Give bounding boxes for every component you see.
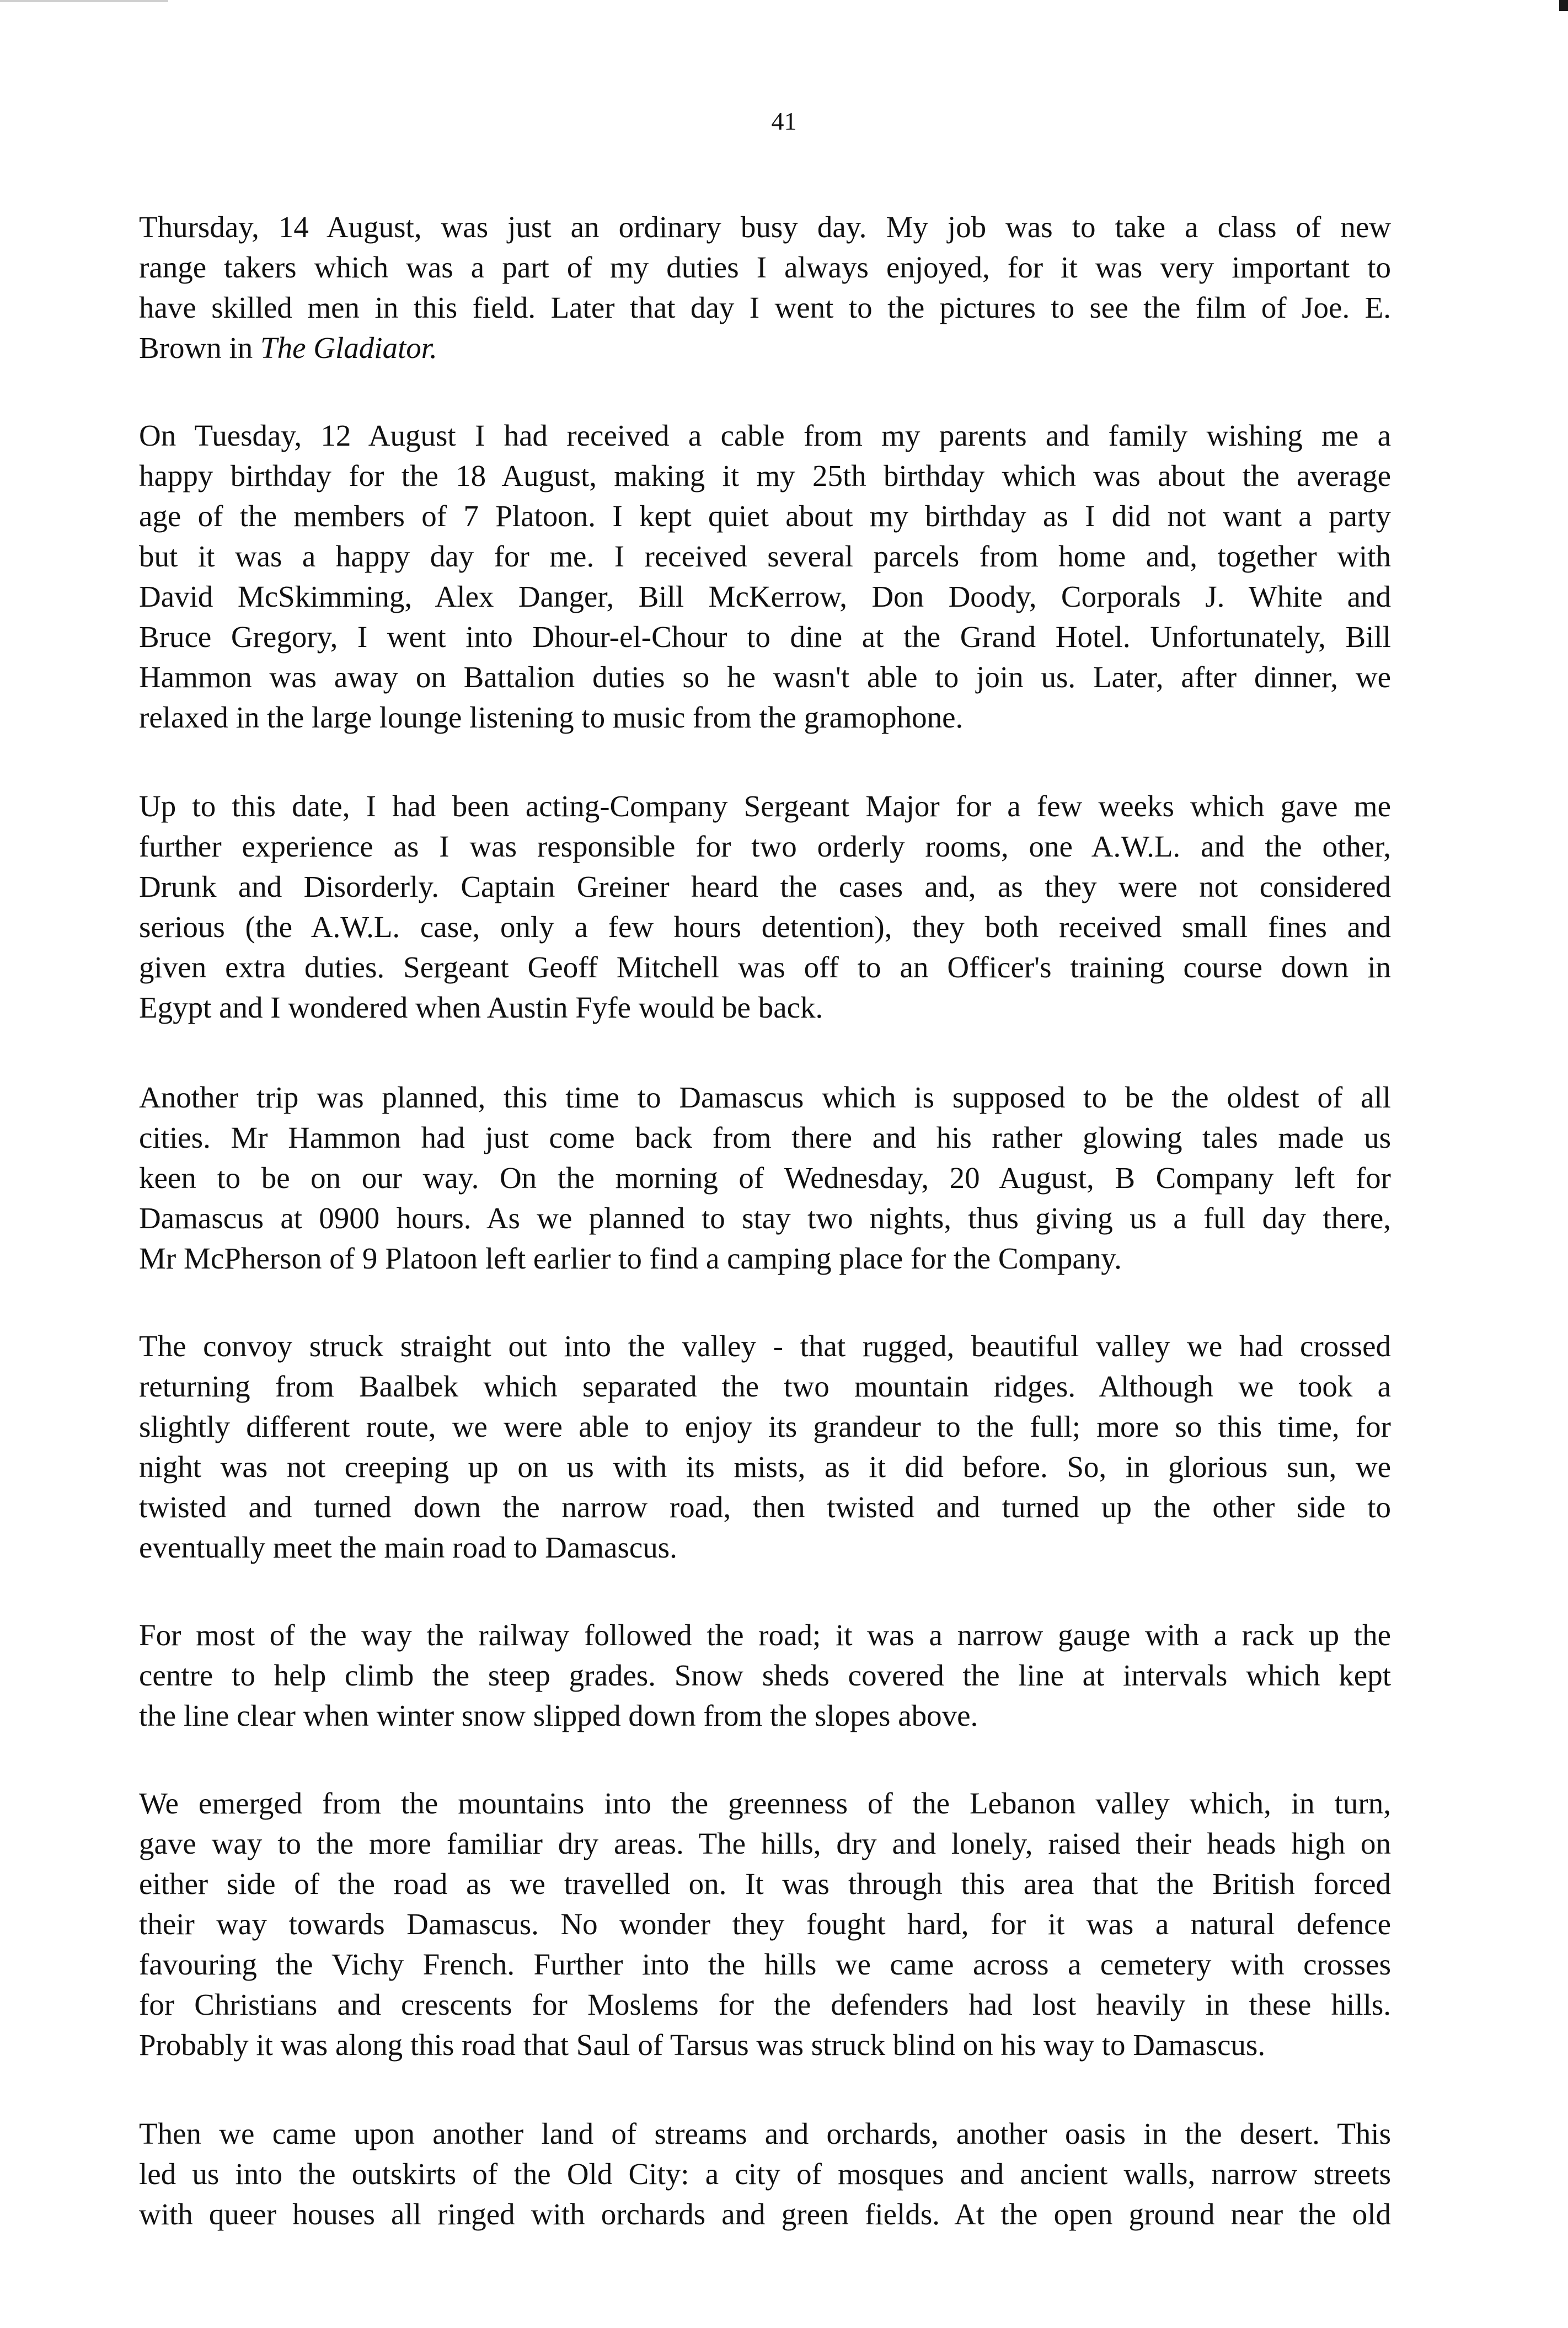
text-line: happy birthday for the 18 August, making it my 25th birthday which was about the average xyxy=(139,459,1391,493)
scan-edge-line xyxy=(0,0,168,2)
text-line: favouring the Vichy French. Further into the hills we came across a cemetery with crosses xyxy=(139,1947,1391,1981)
text-line: serious (the A.W.L. case, only a few hours detention), they both received small fines and xyxy=(139,910,1391,944)
paragraph-8 xyxy=(139,2113,1391,2234)
text-line: David McSkimming, Alex Danger, Bill McKerrow, Don Doody, Corporals J. White and xyxy=(139,580,1391,613)
text-line: Then we came upon another land of streams and orchards, another oasis in the desert. This xyxy=(139,2117,1391,2150)
text-line: Mr McPherson of 9 Platoon left earlier to find a camping place for the Company. xyxy=(139,1241,1122,1275)
text-line: the line clear when winter snow slipped down from the slopes above. xyxy=(139,1699,978,1732)
text-line: Another trip was planned, this time to Damascus which is supposed to be the oldest of all xyxy=(139,1080,1391,1114)
text-line: range takers which was a part of my duties I always enjoyed, for it was very important to xyxy=(139,250,1391,284)
text-line: Hammon was away on Battalion duties so he wasn't able to join us. Later, after dinner, we xyxy=(139,660,1391,694)
text-line: Probably it was along this road that Saul of Tarsus was struck blind on his way to Damascus. xyxy=(139,2028,1266,2062)
text-line: centre to help climb the steep grades. Snow sheds covered the line at intervals which kept xyxy=(139,1658,1391,1692)
text-line: but it was a happy day for me. I received several parcels from home and, together with xyxy=(139,539,1391,573)
page-number: 41 xyxy=(771,107,797,135)
text-line: keen to be on our way. On the morning of Wednesday, 20 August, B Company left for xyxy=(139,1161,1391,1195)
text-line: Bruce Gregory, I went into Dhour-el-Chour to dine at the Grand Hotel. Unfortunately, Bill xyxy=(139,620,1391,654)
scan-edge-mark xyxy=(1559,0,1568,11)
paragraph-5 xyxy=(139,1326,1391,1567)
text-line: relaxed in the large lounge listening to music from the gramophone. xyxy=(139,700,964,734)
text-line: slightly different route, we were able to enjoy its grandeur to the full; more so this time, for xyxy=(139,1410,1391,1443)
text-line: On Tuesday, 12 August I had received a cable from my parents and family wishing me a xyxy=(139,419,1391,452)
text-line: We emerged from the mountains into the greenness of the Lebanon valley which, in turn, xyxy=(139,1786,1391,1820)
body-text xyxy=(139,207,1391,2283)
text-line: with queer houses all ringed with orchards and green fields. At the open ground near the old xyxy=(139,2197,1391,2231)
paragraph-3 xyxy=(139,786,1391,1027)
text-line: Up to this date, I had been acting-Company Sergeant Major for a few weeks which gave me xyxy=(139,789,1391,823)
text-line: Egypt and I wondered when Austin Fyfe would be back. xyxy=(139,991,823,1024)
text-line: gave way to the more familiar dry areas. The hills, dry and lonely, raised their heads high on xyxy=(139,1827,1391,1860)
text-line xyxy=(139,328,1391,368)
text-line: For most of the way the railway followed the road; it was a narrow gauge with a rack up the xyxy=(139,1618,1391,1652)
text-line: cities. Mr Hammon had just come back from there and his rather glowing tales made us xyxy=(139,1121,1391,1154)
text-fragment: Brown in xyxy=(139,331,260,365)
text-line: twisted and turned down the narrow road, then twisted and turned up the other side to xyxy=(139,1490,1391,1524)
text-line: Drunk and Disorderly. Captain Greiner heard the cases and, as they were not considered xyxy=(139,870,1391,903)
text-line: have skilled men in this field. Later that day I went to the pictures to see the film of Joe. E. xyxy=(139,291,1391,324)
text-line: either side of the road as we travelled on. It was through this area that the British forced xyxy=(139,1867,1391,1901)
paragraph-2 xyxy=(139,415,1391,737)
text-line: given extra duties. Sergeant Geoff Mitchell was off to an Officer's training course down in xyxy=(139,950,1391,984)
text-line: age of the members of 7 Platoon. I kept quiet about my birthday as I did not want a party xyxy=(139,499,1391,533)
text-line: led us into the outskirts of the Old City: a city of mosques and ancient walls, narrow streets xyxy=(139,2157,1391,2191)
text-line: night was not creeping up on us with its mists, as it did before. So, in glorious sun, we xyxy=(139,1450,1391,1484)
text-line: The convoy struck straight out into the valley - that rugged, beautiful valley we had crossed xyxy=(139,1329,1391,1363)
film-title: The Gladiator. xyxy=(260,331,437,365)
text-line: their way towards Damascus. No wonder they fought hard, for it was a natural defence xyxy=(139,1907,1391,1941)
text-line: returning from Baalbek which separated the two mountain ridges. Although we took a xyxy=(139,1369,1391,1403)
paragraph-1 xyxy=(139,207,1391,368)
text-line: for Christians and crescents for Moslems for the defenders had lost heavily in these hills. xyxy=(139,1988,1391,2021)
paragraph-6 xyxy=(139,1615,1391,1736)
text-line: Damascus at 0900 hours. As we planned to stay two nights, thus giving us a full day there, xyxy=(139,1201,1391,1235)
text-line: further experience as I was responsible for two orderly rooms, one A.W.L. and the other, xyxy=(139,829,1391,863)
paragraph-4 xyxy=(139,1077,1391,1278)
text-line: eventually meet the main road to Damascus. xyxy=(139,1530,677,1564)
paragraph-7 xyxy=(139,1783,1391,2065)
text-line: Thursday, 14 August, was just an ordinary busy day. My job was to take a class of new xyxy=(139,210,1391,244)
